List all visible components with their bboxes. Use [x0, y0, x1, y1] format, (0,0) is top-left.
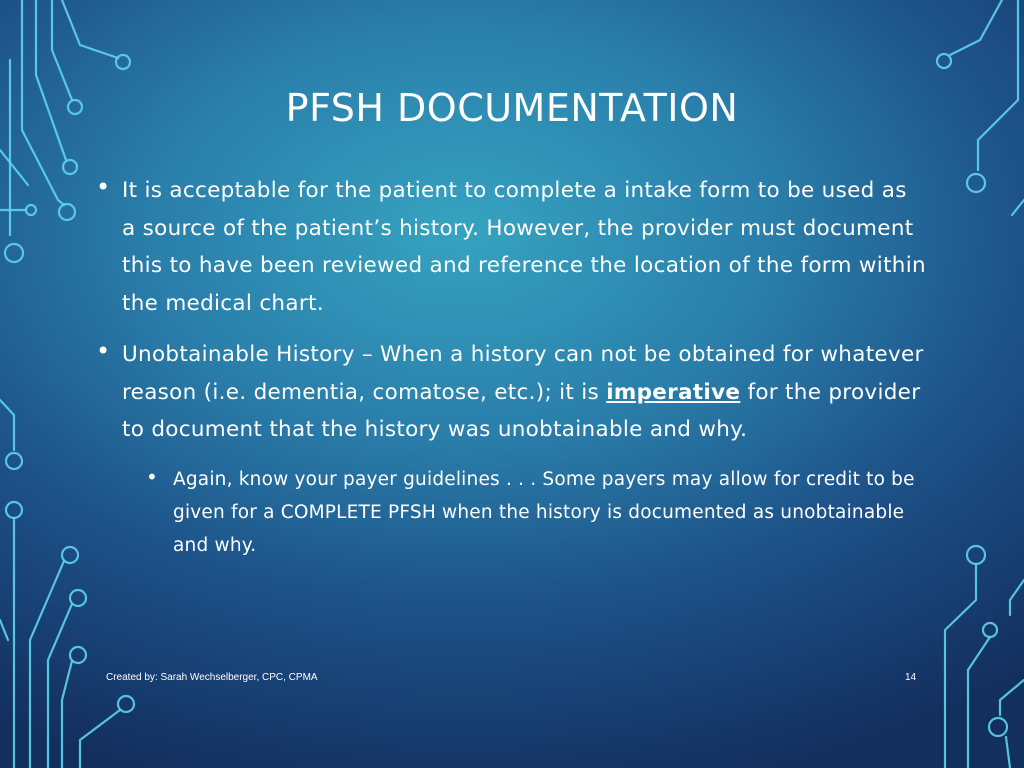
bullet-marker: •	[96, 173, 111, 201]
sub-bullet-payer-guidelines	[146, 463, 926, 562]
footer-credit: Created by: Sarah Wechselberger, CPC, CPMA	[106, 672, 318, 683]
bullet-intake-form	[96, 172, 926, 322]
emphasis-text: imperative	[606, 379, 741, 405]
sub-bullet-text: Again, know your payer guidelines . . . Some payers may allow for credit to be given for a COMPLETE PFSH when the history is documented as unobtainable and why.	[173, 468, 915, 556]
bullet-marker: •	[96, 337, 111, 365]
bullet-text: It is acceptable for the patient to complete a intake form to be used as a source of the patient’s history. However, the provider must document this to have been reviewed and reference the location of the form within the medical chart.	[122, 178, 926, 316]
slide-number: 14	[905, 672, 917, 683]
bullet-text: Unobtainable History – When a history can not be obtained for whatever reason (i.e. dementia, comatose, etc.); it is	[122, 342, 924, 405]
slide-body	[96, 172, 926, 562]
bullet-unobtainable-history	[96, 336, 926, 449]
bullet-text-continued: for the provider to document that the history was unobtainable and why.	[122, 379, 921, 442]
slide-title: PFSH DOCUMENTATION	[285, 86, 739, 130]
sub-bullet-marker: •	[146, 464, 158, 489]
